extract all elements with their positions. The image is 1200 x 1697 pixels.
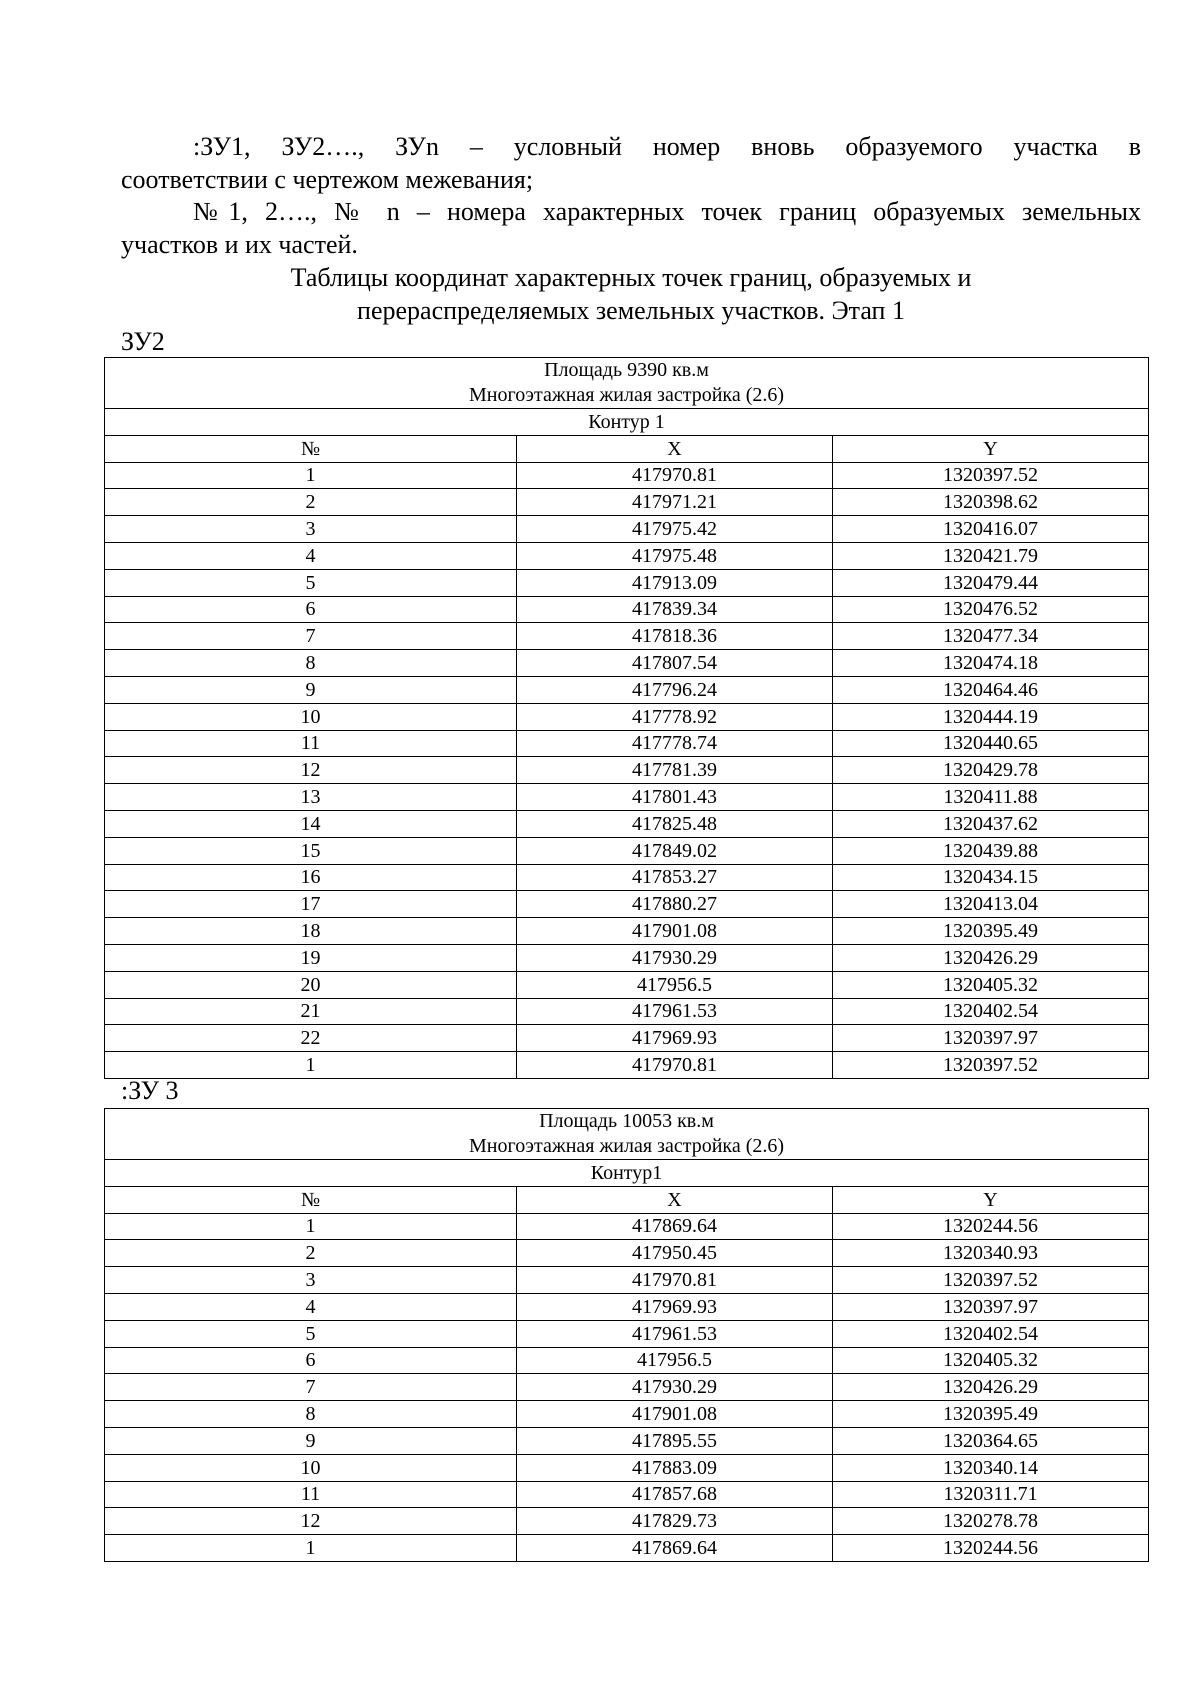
intro-paragraph-1: :ЗУ1, ЗУ2…., ЗУn – условный номер вновь образуемого участка в <box>193 132 1141 161</box>
coord-y-cell: 1320244.56 <box>833 1213 1149 1240</box>
coord-x-cell: 417930.29 <box>517 1374 833 1401</box>
coord-y-cell: 1320397.97 <box>833 1025 1149 1052</box>
table-row <box>105 703 1149 730</box>
coord-y-cell: 1320477.34 <box>833 623 1149 650</box>
coord-x-cell: 417801.43 <box>517 784 833 811</box>
coord-x-cell: 417778.92 <box>517 703 833 730</box>
coord-x-cell: 417883.09 <box>517 1454 833 1481</box>
point-number-cell: 2 <box>105 489 517 516</box>
coord-y-cell: 1320405.32 <box>833 1347 1149 1374</box>
coord-x-cell: 417839.34 <box>517 596 833 623</box>
coord-y-cell: 1320340.93 <box>833 1240 1149 1267</box>
coord-x-cell: 417880.27 <box>517 891 833 918</box>
table-row <box>105 944 1149 971</box>
table-row <box>105 1454 1149 1481</box>
coord-y-cell: 1320405.32 <box>833 971 1149 998</box>
column-header-x: X <box>517 435 833 462</box>
coord-x-cell: 417869.64 <box>517 1213 833 1240</box>
table-row <box>105 569 1149 596</box>
point-number-cell: 10 <box>105 703 517 730</box>
coord-x-cell: 417950.45 <box>517 1240 833 1267</box>
point-number-cell: 18 <box>105 918 517 945</box>
point-number-cell: 11 <box>105 1481 517 1508</box>
table-row <box>105 891 1149 918</box>
coord-y-cell: 1320476.52 <box>833 596 1149 623</box>
coord-x-cell: 417825.48 <box>517 810 833 837</box>
column-header-y: Y <box>833 435 1149 462</box>
coord-x-cell: 417969.93 <box>517 1293 833 1320</box>
table-contour: Контур1 <box>105 1160 1149 1187</box>
coord-y-cell: 1320464.46 <box>833 676 1149 703</box>
coord-x-cell: 417895.55 <box>517 1427 833 1454</box>
coord-y-cell: 1320479.44 <box>833 569 1149 596</box>
coord-y-cell: 1320244.56 <box>833 1535 1149 1562</box>
point-number-cell: 4 <box>105 542 517 569</box>
point-number-cell: 3 <box>105 1267 517 1294</box>
table-row <box>105 1052 1149 1079</box>
coord-y-cell: 1320429.78 <box>833 757 1149 784</box>
table-row <box>105 676 1149 703</box>
point-number-cell: 1 <box>105 462 517 489</box>
point-number-cell: 4 <box>105 1293 517 1320</box>
coord-x-cell: 417956.5 <box>517 971 833 998</box>
coord-x-cell: 417975.42 <box>517 516 833 543</box>
point-number-cell: 6 <box>105 596 517 623</box>
coord-y-cell: 1320311.71 <box>833 1481 1149 1508</box>
coord-x-cell: 417961.53 <box>517 998 833 1025</box>
table-row <box>105 784 1149 811</box>
table-row <box>105 1293 1149 1320</box>
coord-y-cell: 1320397.97 <box>833 1293 1149 1320</box>
coord-y-cell: 1320413.04 <box>833 891 1149 918</box>
coord-x-cell: 417970.81 <box>517 462 833 489</box>
table-usage: Многоэтажная жилая застройка (2.6) <box>469 384 785 406</box>
column-header-y: Y <box>833 1186 1149 1213</box>
table-area-usage-cell <box>105 358 1149 409</box>
table-row <box>105 971 1149 998</box>
coord-y-cell: 1320421.79 <box>833 542 1149 569</box>
point-number-cell: 5 <box>105 1320 517 1347</box>
parcel-label-zu3: :ЗУ 3 <box>121 1076 179 1105</box>
coord-y-cell: 1320439.88 <box>833 837 1149 864</box>
coord-y-cell: 1320426.29 <box>833 944 1149 971</box>
table-row <box>105 837 1149 864</box>
table-row <box>105 918 1149 945</box>
table-row <box>105 810 1149 837</box>
coord-y-cell: 1320397.52 <box>833 1267 1149 1294</box>
table-usage: Многоэтажная жилая застройка (2.6) <box>469 1135 785 1157</box>
coords-table-zu3 <box>104 1108 1149 1562</box>
coord-y-cell: 1320397.52 <box>833 1052 1149 1079</box>
coord-x-cell: 417901.08 <box>517 1401 833 1428</box>
point-number-cell: 21 <box>105 998 517 1025</box>
point-number-cell: 7 <box>105 623 517 650</box>
coord-y-cell: 1320398.62 <box>833 489 1149 516</box>
column-header-x: X <box>517 1186 833 1213</box>
coord-y-cell: 1320402.54 <box>833 998 1149 1025</box>
tables-caption-line-2: перераспределяемых земельных участков. Этап 1 <box>357 296 905 325</box>
coord-x-cell: 417913.09 <box>517 569 833 596</box>
coord-x-cell: 417969.93 <box>517 1025 833 1052</box>
coord-x-cell: 417829.73 <box>517 1508 833 1535</box>
point-number-cell: 7 <box>105 1374 517 1401</box>
point-number-cell: 14 <box>105 810 517 837</box>
point-number-cell: 22 <box>105 1025 517 1052</box>
table-contour: Контур 1 <box>105 409 1149 436</box>
table-row <box>105 730 1149 757</box>
table-row <box>105 1481 1149 1508</box>
coord-x-cell: 417818.36 <box>517 623 833 650</box>
column-header-number: № <box>105 435 517 462</box>
coord-x-cell: 417857.68 <box>517 1481 833 1508</box>
table-row <box>105 1508 1149 1535</box>
coord-y-cell: 1320444.19 <box>833 703 1149 730</box>
point-number-cell: 17 <box>105 891 517 918</box>
table-area: Площадь 10053 кв.м <box>539 1110 714 1132</box>
table-row <box>105 462 1149 489</box>
parcel-label-zu2: ЗУ2 <box>121 327 165 356</box>
table-row <box>105 1213 1149 1240</box>
table-row <box>105 1427 1149 1454</box>
table-row <box>105 516 1149 543</box>
table-row <box>105 623 1149 650</box>
coord-y-cell: 1320397.52 <box>833 462 1149 489</box>
coord-x-cell: 417970.81 <box>517 1052 833 1079</box>
intro-paragraph-2: №1, 2…., № n – номера характерных точек границ образуемых земельных <box>193 197 1141 226</box>
coord-y-cell: 1320426.29 <box>833 1374 1149 1401</box>
coord-x-cell: 417849.02 <box>517 837 833 864</box>
point-number-cell: 5 <box>105 569 517 596</box>
table-row <box>105 1320 1149 1347</box>
point-number-cell: 20 <box>105 971 517 998</box>
coord-y-cell: 1320340.14 <box>833 1454 1149 1481</box>
coord-y-cell: 1320395.49 <box>833 918 1149 945</box>
table-row <box>105 998 1149 1025</box>
coord-y-cell: 1320437.62 <box>833 810 1149 837</box>
table-row <box>105 542 1149 569</box>
point-number-cell: 12 <box>105 1508 517 1535</box>
table-row <box>105 650 1149 677</box>
point-number-cell: 8 <box>105 650 517 677</box>
coord-y-cell: 1320402.54 <box>833 1320 1149 1347</box>
intro-paragraph-2-continuation: участков и их частей. <box>121 230 358 259</box>
point-number-cell: 1 <box>105 1052 517 1079</box>
table-row <box>105 1267 1149 1294</box>
coord-x-cell: 417970.81 <box>517 1267 833 1294</box>
table-row <box>105 864 1149 891</box>
coord-x-cell: 417778.74 <box>517 730 833 757</box>
point-number-cell: 10 <box>105 1454 517 1481</box>
coord-x-cell: 417781.39 <box>517 757 833 784</box>
point-number-cell: 19 <box>105 944 517 971</box>
point-number-cell: 11 <box>105 730 517 757</box>
coord-x-cell: 417807.54 <box>517 650 833 677</box>
coord-x-cell: 417971.21 <box>517 489 833 516</box>
coord-y-cell: 1320411.88 <box>833 784 1149 811</box>
point-number-cell: 1 <box>105 1535 517 1562</box>
intro-paragraph-1-continuation: соответствии с чертежом межевания; <box>121 165 534 194</box>
coord-x-cell: 417853.27 <box>517 864 833 891</box>
point-number-cell: 8 <box>105 1401 517 1428</box>
coord-y-cell: 1320278.78 <box>833 1508 1149 1535</box>
table-row <box>105 1401 1149 1428</box>
point-number-cell: 1 <box>105 1213 517 1240</box>
table-row <box>105 1374 1149 1401</box>
coord-y-cell: 1320416.07 <box>833 516 1149 543</box>
point-number-cell: 6 <box>105 1347 517 1374</box>
coord-y-cell: 1320364.65 <box>833 1427 1149 1454</box>
table-area: Площадь 9390 кв.м <box>544 359 709 381</box>
coord-x-cell: 417961.53 <box>517 1320 833 1347</box>
coord-x-cell: 417930.29 <box>517 944 833 971</box>
coord-y-cell: 1320474.18 <box>833 650 1149 677</box>
coord-x-cell: 417796.24 <box>517 676 833 703</box>
point-number-cell: 12 <box>105 757 517 784</box>
coord-x-cell: 417956.5 <box>517 1347 833 1374</box>
coord-y-cell: 1320434.15 <box>833 864 1149 891</box>
tables-caption-line-1: Таблицы координат характерных точек границ, образуемых и <box>290 263 972 292</box>
point-number-cell: 9 <box>105 1427 517 1454</box>
table-row <box>105 1240 1149 1267</box>
column-header-number: № <box>105 1186 517 1213</box>
table-row <box>105 1347 1149 1374</box>
point-number-cell: 2 <box>105 1240 517 1267</box>
point-number-cell: 9 <box>105 676 517 703</box>
point-number-cell: 13 <box>105 784 517 811</box>
coord-x-cell: 417975.48 <box>517 542 833 569</box>
coord-x-cell: 417901.08 <box>517 918 833 945</box>
table-row <box>105 757 1149 784</box>
coords-table-zu2 <box>104 357 1149 1079</box>
table-row <box>105 1025 1149 1052</box>
table-row <box>105 1535 1149 1562</box>
table-row <box>105 489 1149 516</box>
table-area-usage-cell <box>105 1109 1149 1160</box>
coord-y-cell: 1320440.65 <box>833 730 1149 757</box>
point-number-cell: 16 <box>105 864 517 891</box>
point-number-cell: 15 <box>105 837 517 864</box>
coord-y-cell: 1320395.49 <box>833 1401 1149 1428</box>
table-row <box>105 596 1149 623</box>
coord-x-cell: 417869.64 <box>517 1535 833 1562</box>
point-number-cell: 3 <box>105 516 517 543</box>
